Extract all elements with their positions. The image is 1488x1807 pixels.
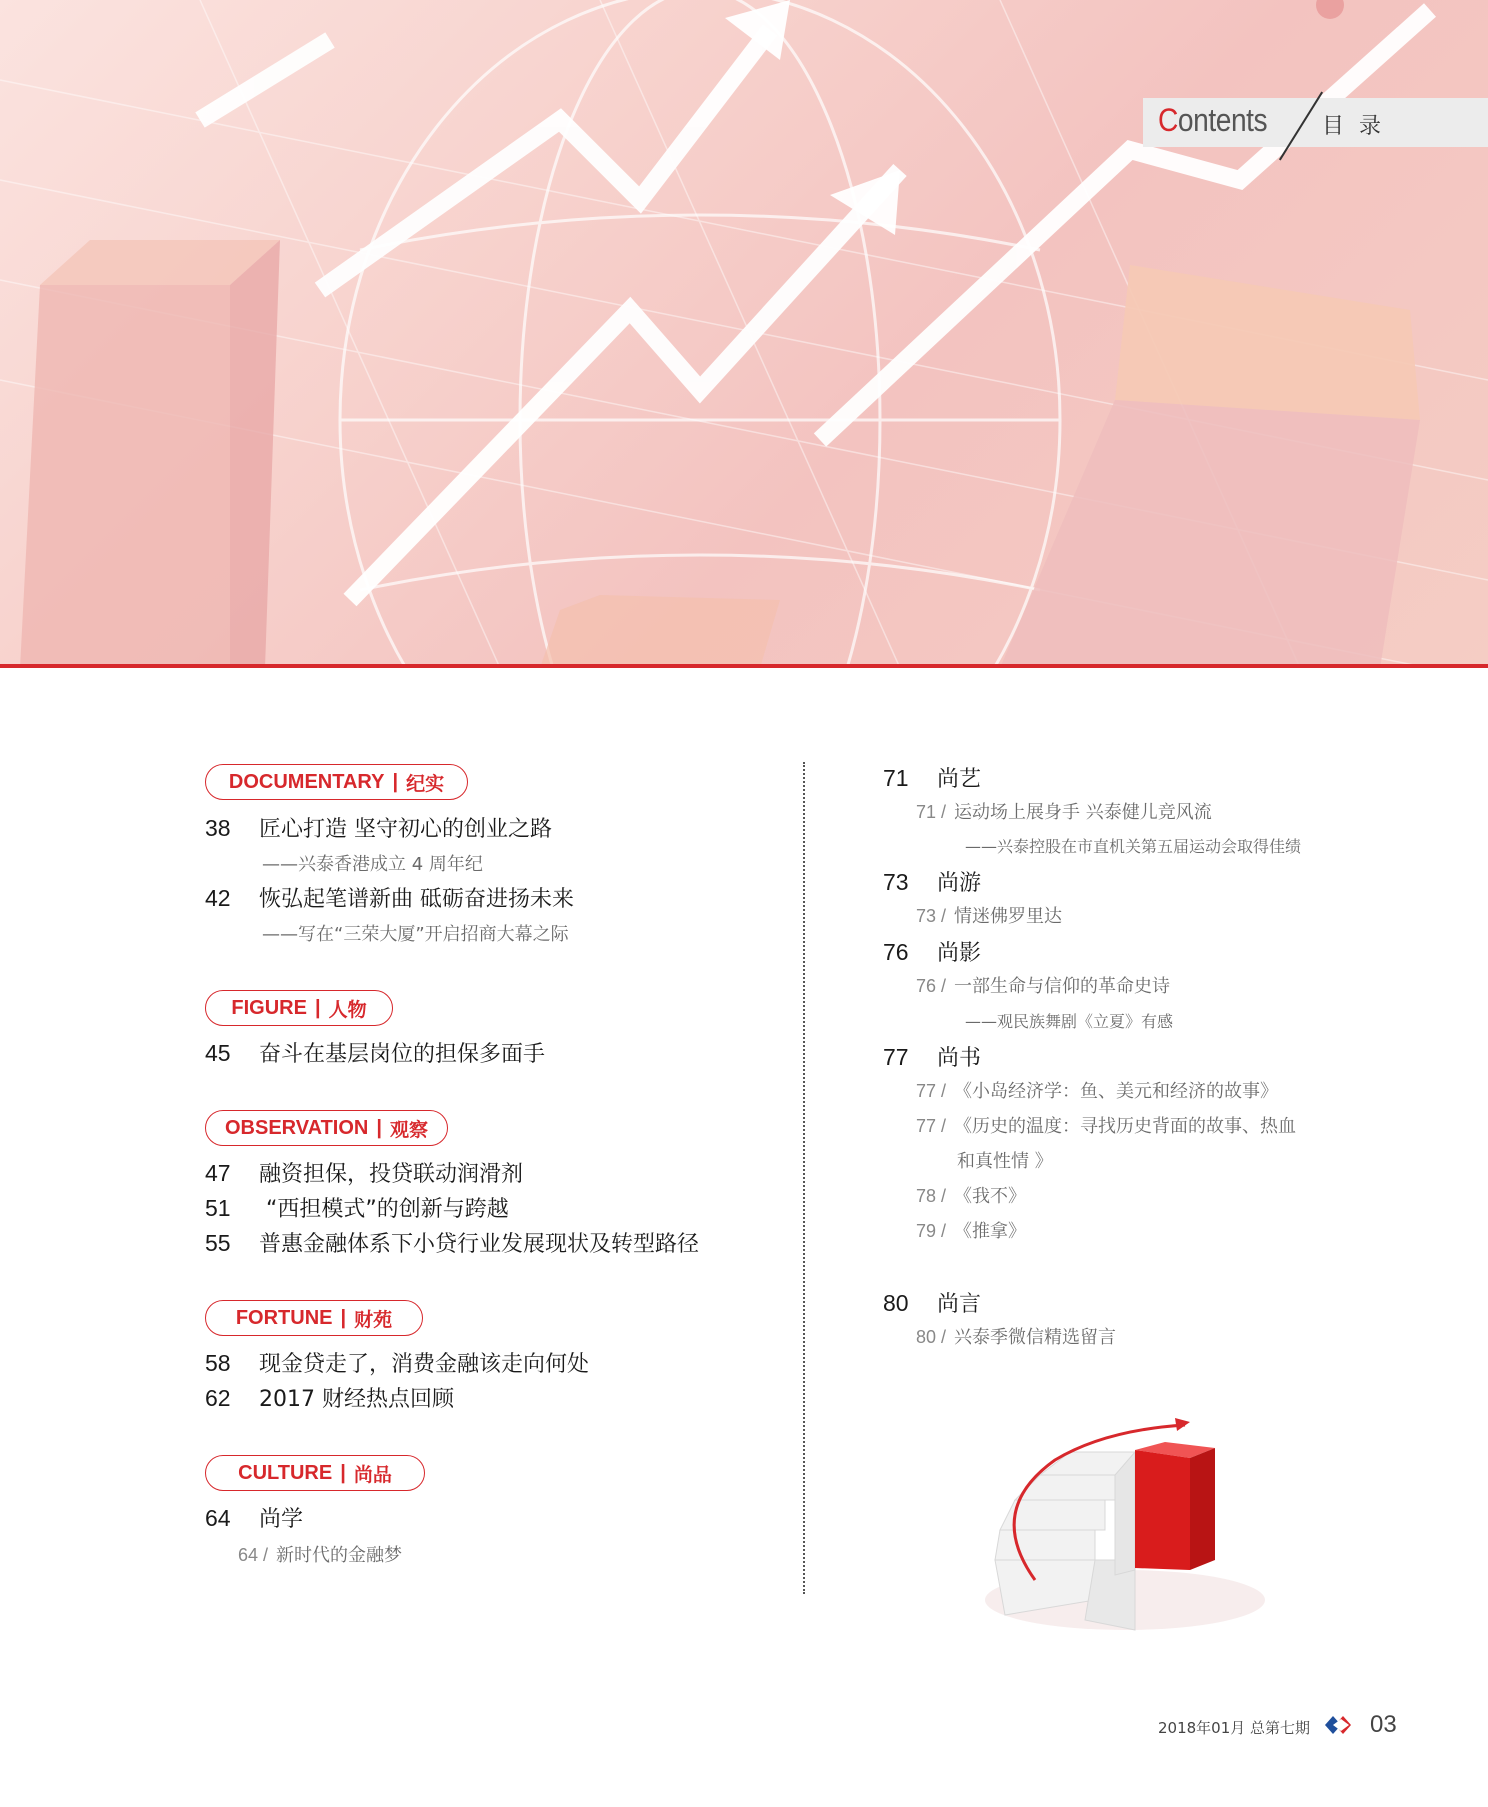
section-en: FIGURE [231, 996, 307, 1019]
toc-subentry-title: 新时代的金融梦 [276, 1545, 403, 1566]
toc-page-number: 58 [205, 1350, 231, 1376]
toc-entry[interactable] [883, 936, 981, 967]
toc-page-number: 76 [883, 939, 909, 965]
toc-page-number: 45 [205, 1040, 231, 1066]
toc-entry[interactable] [205, 1157, 523, 1188]
toc-entry[interactable] [883, 762, 981, 793]
toc-page-number: 71 [883, 765, 909, 791]
section-pill-culture[interactable] [205, 1455, 425, 1491]
toc-entry[interactable] [205, 1382, 454, 1413]
contents-title [1158, 102, 1267, 139]
section-separator: | [340, 1306, 347, 1329]
toc-subentry-continuation: 和真性情 》 [957, 1151, 1053, 1172]
toc-entry[interactable] [883, 1041, 981, 1072]
toc-page-number: 42 [205, 885, 231, 911]
toc-entry[interactable] [205, 1227, 699, 1258]
toc-subentry-title: 《小岛经济学：鱼、美元和经济的故事》 [954, 1081, 1279, 1102]
toc-title: 普惠金融体系下小贷行业发展现状及转型路径 [259, 1232, 700, 1257]
toc-title: 尚游 [937, 871, 982, 896]
toc-subentry-number: 77 / [916, 1081, 947, 1101]
toc-title: “西担模式”的创新与跨越 [259, 1197, 509, 1222]
toc-entry[interactable] [205, 1502, 303, 1533]
toc-page-number: 73 [883, 869, 909, 895]
toc-subentry-title: 兴泰季微信精选留言 [954, 1327, 1117, 1348]
toc-entry[interactable] [205, 1192, 509, 1223]
toc-page-number: 55 [205, 1230, 231, 1256]
toc-title: 现金贷走了，消费金融该走向何处 [259, 1352, 590, 1377]
toc-title: 尚艺 [937, 767, 982, 792]
toc-subentry[interactable] [916, 1182, 1026, 1208]
contents-title-rest: ontents [1177, 102, 1268, 138]
section-pill-documentary[interactable] [205, 764, 468, 800]
contents-title-first-letter: C [1158, 102, 1178, 138]
toc-page-number: 64 [205, 1505, 231, 1531]
page-number: 03 [1370, 1711, 1397, 1738]
toc-subentry-title: 情迷佛罗里达 [954, 906, 1063, 927]
toc-entry[interactable] [883, 866, 981, 897]
toc-subentry-number: 77 / [916, 1116, 947, 1136]
toc-subentry[interactable] [916, 1323, 1116, 1349]
toc-subentry[interactable] [916, 798, 1212, 824]
section-en: OBSERVATION [225, 1116, 369, 1139]
toc-subentry-title: 《历史的温度：寻找历史背面的故事、热血 [954, 1116, 1297, 1137]
section-separator: | [376, 1116, 382, 1139]
toc-subtitle: ——兴泰香港成立 4 周年纪 [262, 854, 483, 875]
toc-subentry-title: 《我不》 [954, 1186, 1027, 1207]
section-separator: | [340, 1461, 346, 1484]
toc-title: 尚学 [259, 1507, 304, 1532]
toc-entry[interactable] [205, 1347, 589, 1378]
toc-page-number: 80 [883, 1290, 909, 1316]
contents-title-cn: 目 录 [1322, 114, 1385, 139]
section-en: FORTUNE [235, 1306, 333, 1329]
toc-subentry[interactable] [916, 1217, 1026, 1243]
toc-page-number: 47 [205, 1160, 231, 1186]
toc-subentry[interactable] [238, 1541, 402, 1567]
column-divider [803, 762, 805, 1594]
section-cn: 财苑 [354, 1308, 393, 1331]
toc-page-number: 62 [205, 1385, 231, 1411]
toc-entry[interactable] [205, 882, 574, 913]
toc-subentry-number: 79 / [916, 1221, 947, 1241]
toc-title: 尚书 [937, 1046, 982, 1071]
section-separator: | [392, 770, 399, 793]
section-pill-observation[interactable] [205, 1110, 448, 1146]
section-en: DOCUMENTARY [228, 770, 385, 793]
section-en: CULTURE [238, 1461, 333, 1484]
toc-subentry-number: 71 / [916, 802, 947, 822]
toc-subentry-number: 76 / [916, 976, 947, 996]
toc-subentry[interactable] [916, 902, 1062, 928]
toc-title: 2017 财经热点回顾 [259, 1387, 454, 1412]
toc-page-number: 51 [205, 1195, 231, 1221]
banner-divider-line [0, 664, 1488, 668]
toc-subentry-number: 80 / [916, 1327, 947, 1347]
section-cn: 观察 [389, 1118, 428, 1141]
company-logo-icon [1323, 1713, 1359, 1737]
toc-entry[interactable] [205, 812, 552, 843]
toc-title: 匠心打造 坚守初心的创业之路 [259, 817, 552, 842]
toc-subentry-number: 78 / [916, 1186, 947, 1206]
toc-subtitle: ——写在“三荣大厦”开启招商大幕之际 [262, 924, 569, 945]
toc-title: 奋斗在基层岗位的担保多面手 [259, 1042, 546, 1067]
toc-entry[interactable] [205, 1037, 545, 1068]
toc-subentry-title: 一部生命与信仰的革命史诗 [954, 976, 1171, 997]
toc-subentry-title: 《推拿》 [954, 1221, 1027, 1242]
toc-title: 融资担保，投贷联动润滑剂 [259, 1162, 524, 1187]
toc-subtitle: ——兴泰控股在市直机关第五届运动会取得佳绩 [965, 837, 1302, 856]
toc-title: 尚言 [937, 1292, 982, 1317]
toc-subentry[interactable] [916, 1112, 1296, 1138]
toc-entry[interactable] [883, 1287, 981, 1318]
toc-subentry[interactable] [916, 972, 1170, 998]
toc-subentry[interactable] [916, 1077, 1278, 1103]
toc-title: 尚影 [937, 941, 982, 966]
section-pill-figure[interactable] [205, 990, 393, 1026]
section-separator: | [314, 996, 321, 1019]
section-cn: 人物 [328, 998, 367, 1021]
toc-subentry-title: 运动场上展身手 兴泰健儿竞风流 [954, 802, 1212, 823]
toc-subtitle: ——观民族舞剧《立夏》有感 [965, 1012, 1174, 1031]
toc-subentry-number: 73 / [916, 906, 947, 926]
section-cn: 纪实 [406, 772, 445, 795]
toc-title: 恢弘起笔谱新曲 砥砺奋进扬未来 [259, 887, 574, 912]
section-pill-fortune[interactable] [205, 1300, 423, 1336]
issue-info: 2018年01月 总第七期 [1158, 1719, 1311, 1737]
toc-subentry-number: 64 / [238, 1545, 269, 1565]
toc-page-number: 77 [883, 1044, 909, 1070]
stair-chart-illustration [975, 1400, 1275, 1640]
toc-page-number: 38 [205, 815, 231, 841]
section-cn: 尚品 [353, 1463, 392, 1486]
